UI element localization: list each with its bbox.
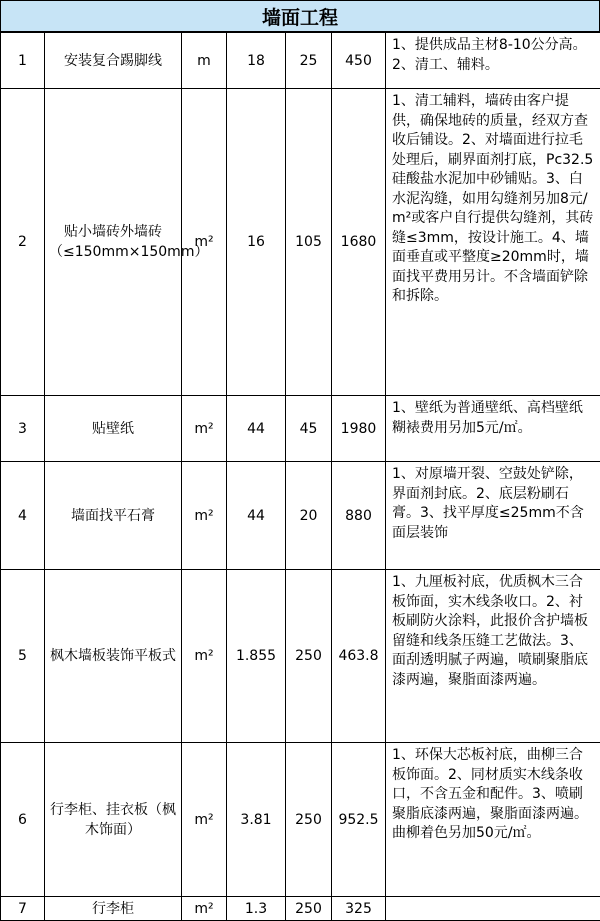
unit-price: 250 bbox=[286, 897, 332, 921]
row-number: 7 bbox=[1, 897, 45, 921]
item-name: 贴壁纸 bbox=[45, 396, 182, 462]
quantity: 44 bbox=[227, 462, 286, 570]
unit: m² bbox=[182, 897, 227, 921]
item-name: 贴小墙砖外墙砖（≤150mm×150mm） bbox=[45, 89, 182, 396]
section-title: 墙面工程 bbox=[0, 0, 600, 32]
table-row bbox=[1, 396, 600, 462]
table-row bbox=[1, 897, 600, 921]
unit-price: 250 bbox=[286, 743, 332, 897]
unit-price: 250 bbox=[286, 570, 332, 743]
unit-price: 20 bbox=[286, 462, 332, 570]
quote-table bbox=[0, 32, 600, 921]
total: 463.8 bbox=[332, 570, 386, 743]
note: 1、清工辅料，墙砖由客户提供，确保地砖的质量，经双方查收后铺设。2、对墙面进行拉毛处理后，刷界面剂打底，Pc32.5硅酸盐水泥加中砂铺贴。3、白水泥沟缝，如用勾缝剂另加8元/m²或客户自行提供勾缝剂，其砖缝≤3mm，按设计施工。4、墙面垂直或平整度≥20mm时，墙面找平费用另计。不含墙面铲除和拆除。 bbox=[386, 89, 600, 396]
unit: m² bbox=[182, 743, 227, 897]
unit-price: 105 bbox=[286, 89, 332, 396]
unit: m² bbox=[182, 396, 227, 462]
note bbox=[386, 897, 600, 921]
item-name: 行李柜、挂衣板（枫木饰面） bbox=[45, 743, 182, 897]
note: 1、壁纸为普通壁纸、高档壁纸糊裱费用另加5元/㎡。 bbox=[386, 396, 600, 462]
total: 880 bbox=[332, 462, 386, 570]
row-number: 1 bbox=[1, 33, 45, 89]
quantity: 1.855 bbox=[227, 570, 286, 743]
quantity: 44 bbox=[227, 396, 286, 462]
row-number: 3 bbox=[1, 396, 45, 462]
table-row bbox=[1, 33, 600, 89]
unit-price: 25 bbox=[286, 33, 332, 89]
note: 1、提供成品主材8-10公分高。2、清工、辅料。 bbox=[386, 33, 600, 89]
total: 325 bbox=[332, 897, 386, 921]
total: 1680 bbox=[332, 89, 386, 396]
table-row bbox=[1, 570, 600, 743]
row-number: 2 bbox=[1, 89, 45, 396]
row-number: 4 bbox=[1, 462, 45, 570]
item-name: 安装复合踢脚线 bbox=[45, 33, 182, 89]
quantity: 18 bbox=[227, 33, 286, 89]
note: 1、九厘板衬底，优质枫木三合板饰面，实木线条收口。2、衬板刷防火涂料，此报价含护墙板留缝和线条压缝工艺做法。3、面刮透明腻子两遍，喷刷聚脂底漆两遍，聚脂面漆两遍。 bbox=[386, 570, 600, 743]
note: 1、对原墙开裂、空鼓处铲除，界面剂封底。2、底层粉刷石膏。3、找平厚度≤25mm不含面层装饰 bbox=[386, 462, 600, 570]
item-name: 行李柜 bbox=[45, 897, 182, 921]
quantity: 1.3 bbox=[227, 897, 286, 921]
unit: m² bbox=[182, 462, 227, 570]
item-name: 枫木墙板装饰平板式 bbox=[45, 570, 182, 743]
table-row bbox=[1, 89, 600, 396]
table-row bbox=[1, 462, 600, 570]
total: 450 bbox=[332, 33, 386, 89]
quantity: 3.81 bbox=[227, 743, 286, 897]
row-number: 5 bbox=[1, 570, 45, 743]
unit: m² bbox=[182, 89, 227, 396]
unit: m bbox=[182, 33, 227, 89]
quantity: 16 bbox=[227, 89, 286, 396]
note: 1、环保大芯板衬底，曲柳三合板饰面。2、同材质实木线条收口，不含五金和配件。3、喷刷聚脂底漆两遍，聚脂面漆两遍。曲柳着色另加50元/㎡。 bbox=[386, 743, 600, 897]
unit-price: 45 bbox=[286, 396, 332, 462]
total: 952.5 bbox=[332, 743, 386, 897]
table-row bbox=[1, 743, 600, 897]
total: 1980 bbox=[332, 396, 386, 462]
unit: m² bbox=[182, 570, 227, 743]
row-number: 6 bbox=[1, 743, 45, 897]
item-name: 墙面找平石膏 bbox=[45, 462, 182, 570]
